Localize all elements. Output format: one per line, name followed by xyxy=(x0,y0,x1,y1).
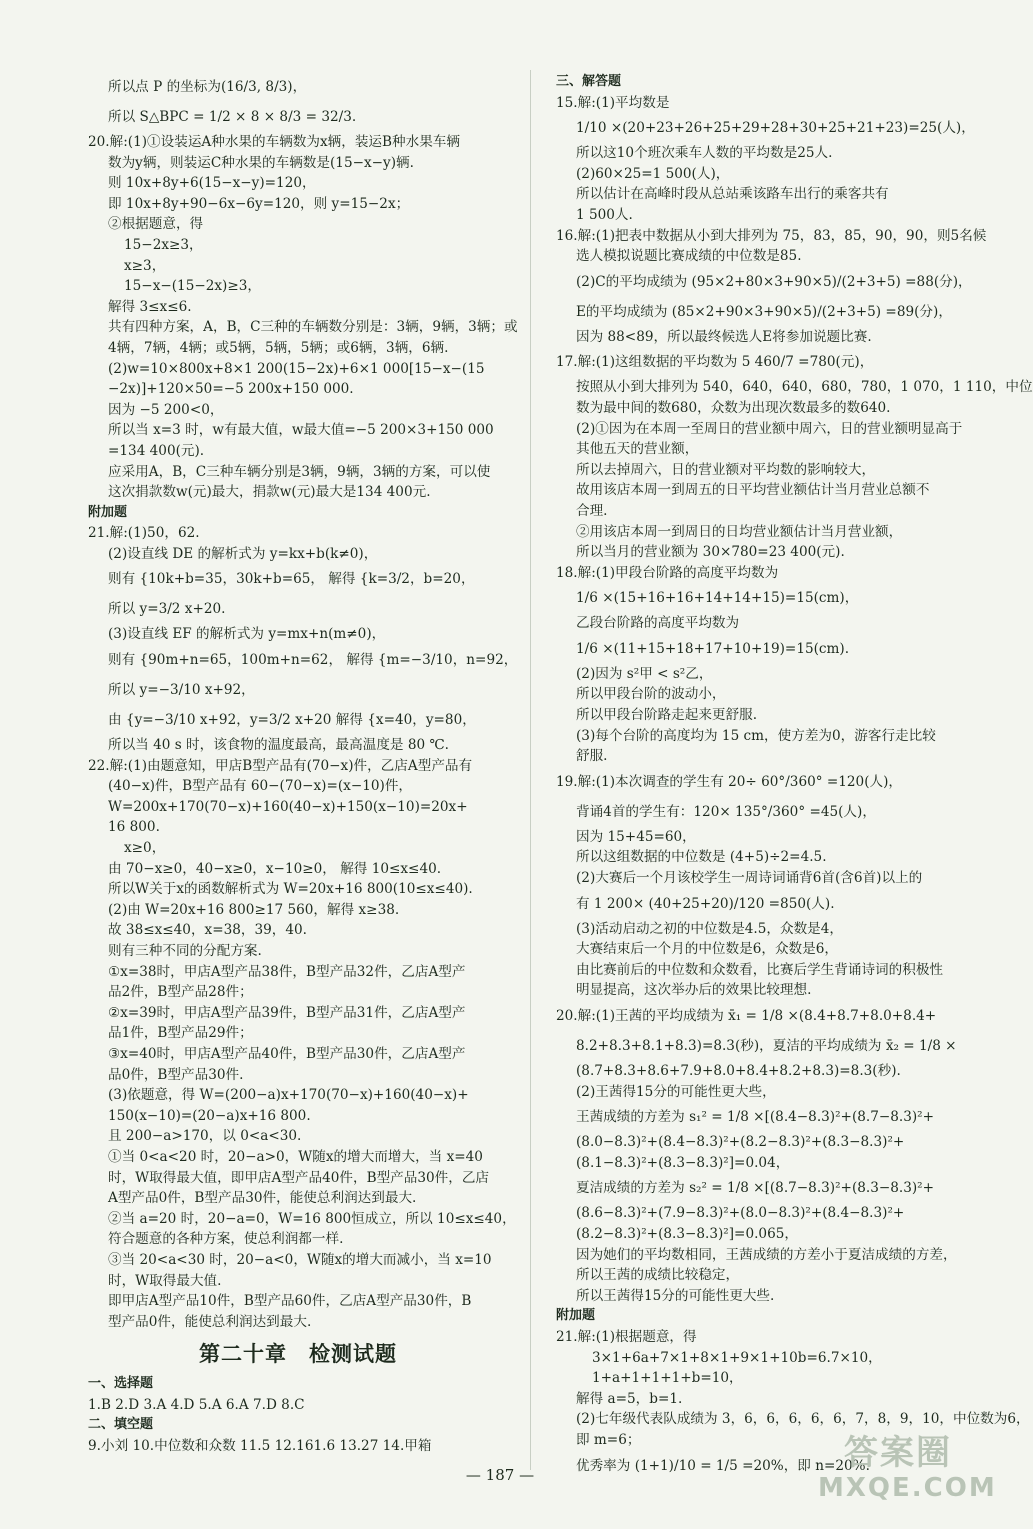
right-text-line: (2)大赛后一个月该校学生一周诗词诵背6首(含6首)以上的 xyxy=(576,870,923,887)
right-text-line: 所以甲段台阶的波动小， xyxy=(576,686,726,703)
left-text-line: 品1件，B型产品29件； xyxy=(108,1025,253,1042)
right-text-line: 背诵4首的学生有：120× 135°/360° =45(人)， xyxy=(576,803,876,820)
left-text-line: 则有 {10k+b=35，30k+b=65， 解得 {k=3/2，b=20， xyxy=(108,571,475,588)
left-text-line: 品0件，B型产品30件. xyxy=(108,1066,244,1083)
right-text-line: 乙段台阶路的高度平均数为 xyxy=(576,615,740,632)
right-text-line: 选人模拟说题比赛成绩的中位数是85. xyxy=(576,248,802,265)
right-text-line: 因为 15+45=60， xyxy=(576,828,696,845)
left-text-line: 则有 {90m+n=65，100m+n=62， 解得 {m=−3/10，n=92， xyxy=(108,652,518,669)
right-text-line: 所以王茜得15分的可能性更大些. xyxy=(576,1287,775,1304)
left-text-line: 解得 3≤x≤6. xyxy=(108,298,192,315)
left-text-line: 所以点 P 的坐标为(16/3, 8/3)， xyxy=(108,79,307,95)
left-text-line: 符合题意的各种方案，使总利润都一样. xyxy=(108,1231,344,1248)
left-text-line: ③x=40时，甲店A型产品40件，B型产品30件，乙店A型产 xyxy=(108,1045,466,1062)
left-text-line: 21.解:(1)50，62. xyxy=(88,525,200,542)
left-text-line: 则有三种不同的分配方案. xyxy=(108,943,262,959)
right-text-line: (2)60×25=1 500(人)， xyxy=(576,165,730,182)
right-text-line: ②用该店本周一到周日的日均营业额估计当月营业额， xyxy=(576,523,903,540)
left-text-line: 22.解:(1)由题意知，甲店B型产品有(70−x)件，乙店A型产品有 xyxy=(88,757,473,774)
left-text-line: A型产品0件，B型产品30件，能使总利润达到最大. xyxy=(108,1190,417,1207)
watermark-logo xyxy=(818,1433,997,1511)
right-text-line: 故用该店本周一到周五的日平均营业额估计当月营业总额不 xyxy=(576,482,930,499)
right-text-line: 即 m=6； xyxy=(576,1431,641,1448)
right-text-line: 明显提高，这次举办后的效果比较理想. xyxy=(576,982,812,999)
right-text-line: 所以这组数据的中位数是 (4+5)÷2=4.5. xyxy=(576,849,827,866)
right-column xyxy=(556,72,1033,1481)
right-text-line: 3×1+6a+7×1+8×1+9×1+10b=6.7×10， xyxy=(592,1349,882,1366)
right-text-line: 1+a+1+1+1+b=10， xyxy=(592,1370,743,1387)
left-text-line: W=200x+170(70−x)+160(40−x)+150(x−10)=20x+ xyxy=(108,798,468,815)
section-fill-answers: 9.小刘 10.中位数和众数 11.5 12.161.6 13.27 14.甲箱 xyxy=(88,1438,432,1455)
right-text-line: 15.解:(1)平均数是 xyxy=(556,94,670,111)
right-text-line: (2)因为 s²甲 < s²乙， xyxy=(576,665,713,682)
right-text-line: 王茜成绩的方差为 s₁² = 1/8 ×[(8.4−8.3)²+(8.7−8.3)²+ xyxy=(576,1109,935,1126)
right-text-line: 解得 a=5，b=1. xyxy=(576,1390,683,1407)
left-text-line: 时，W取得最大值，即甲店A型产品40件，B型产品30件，乙店 xyxy=(108,1169,490,1186)
section-fill-title: 二、填空题 xyxy=(88,1417,154,1433)
left-text-line: =134 400(元). xyxy=(108,442,205,459)
left-text-line: 15−2x≥3， xyxy=(124,236,203,253)
left-text-line: 所以W关于x的函数解析式为 W=20x+16 800(10≤x≤40). xyxy=(108,881,473,898)
section-choice-title: 一、选择题 xyxy=(88,1376,154,1392)
left-text-line: x≥0， xyxy=(124,840,166,857)
left-text-line: 时，W取得最大值. xyxy=(108,1272,222,1289)
right-text-line: 舒服. xyxy=(576,748,608,765)
right-text-line: (2)七年级代表队成绩为 3，6，6，6，6，6，7，8，9，10，中位数为6， xyxy=(576,1411,1030,1428)
right-text-line: (8.2−8.3)²+(8.3−8.3)²]=0.065， xyxy=(576,1225,798,1242)
left-text-line: (3)依题意，得 W=(200−a)x+170(70−x)+160(40−x)+ xyxy=(108,1087,469,1104)
right-text-line: (8.1−8.3)²+(8.3−8.3)²]=0.04， xyxy=(576,1154,790,1171)
right-text-line: 16.解:(1)把表中数据从小到大排列为 75，83，85，90，90，则5名候 xyxy=(556,227,987,244)
left-text-line: 4辆，7辆，4辆；或5辆，5辆，5辆；或6辆，3辆，6辆. xyxy=(108,339,449,356)
right-text-line: 8.2+8.3+8.1+8.3)=8.3(秒)，夏洁的平均成绩为 x̄₂ = 1/8 × xyxy=(576,1038,957,1054)
right-text-line: 由比赛前后的中位数和众数看，比赛后学生背诵诗词的积极性 xyxy=(576,961,944,978)
chapter-title: 第二十章 检测试题 xyxy=(199,1342,397,1367)
left-text-line: (2)设直线 DE 的解析式为 y=kx+b(k≠0)， xyxy=(108,545,378,562)
watermark-bottom: MXQE.COM xyxy=(818,1473,997,1503)
left-text-line: (3)设直线 EF 的解析式为 y=mx+n(m≠0)， xyxy=(108,626,386,643)
section-choice-answers: 1.B 2.D 3.A 4.D 5.A 6.A 7.D 8.C xyxy=(88,1396,305,1413)
left-column xyxy=(88,72,518,1457)
right-text-line: 大赛结束后一个月的中位数是6，众数是6， xyxy=(576,941,838,958)
right-text-line: 所以甲段台阶路走起来更舒服. xyxy=(576,707,758,724)
right-text-line: (2)王茜得15分的可能性更大些， xyxy=(576,1083,776,1100)
right-text-line: (8.6−8.3)²+(7.9−8.3)²+(8.0−8.3)²+(8.4−8.3)²+ xyxy=(576,1205,905,1222)
left-text-line: 即甲店A型产品10件，B型产品60件，乙店A型产品30件，B xyxy=(108,1293,472,1310)
left-text-line: ②x=39时，甲店A型产品39件，B型产品31件，乙店A型产 xyxy=(108,1004,466,1021)
right-text-line: 合理. xyxy=(576,502,608,519)
right-text-line: 1/6 ×(15+16+16+14+14+15)=15(cm)， xyxy=(576,590,859,607)
left-text-line: 16 800. xyxy=(108,819,160,836)
left-text-line: 由 {y=−3/10 x+92，y=3/2 x+20 解得 {x=40，y=80， xyxy=(108,712,476,729)
right-text-line: 所以这10个班次乘车人数的平均数是25人. xyxy=(576,145,833,162)
right-text-line: 按照从小到大排列为 540，640，640，680，780，1 070，1 110，中位 xyxy=(576,379,1033,396)
left-text-line: 150(x−10)=(20−a)x+16 800. xyxy=(108,1107,311,1124)
left-text-line: 所以 y=−3/10 x+92， xyxy=(108,682,255,699)
page-number: — 187 — xyxy=(465,1466,535,1484)
right-text-line: 所以估计在高峰时段从总站乘该路车出行的乘客共有 xyxy=(576,186,889,203)
right-text-line: 19.解:(1)本次调查的学生有 20÷ 60°/360° =120(人)， xyxy=(556,773,902,790)
right-text-line: 附加题 xyxy=(556,1308,596,1324)
left-text-line: x≥3， xyxy=(124,257,166,274)
left-text-line: 这次捐款数w(元)最大，捐款w(元)最大是134 400元. xyxy=(108,484,431,501)
right-text-line: 夏洁成绩的方差为 s₂² = 1/8 ×[(8.7−8.3)²+(8.3−8.3)²+ xyxy=(576,1180,935,1197)
right-text-line: 1/6 ×(11+15+18+17+10+19)=15(cm). xyxy=(576,640,850,657)
left-text-line: 所以当 40 s 时，该食物的温度最高，最高温度是 80 ℃. xyxy=(108,737,449,754)
right-text-line: 其他五天的营业额， xyxy=(576,441,699,458)
right-text-line: 数为最中间的数680，众数为出现次数最多的数640. xyxy=(576,399,891,416)
right-text-line: (3)活动启动之初的中位数是4.5，众数是4， xyxy=(576,920,844,937)
left-text-line: 即 10x+8y+90−6x−6y=120，则 y=15−2x； xyxy=(108,195,410,212)
left-text-line: 故 38≤x≤40，x=38，39，40. xyxy=(108,922,308,939)
left-text-line: 共有四种方案，A，B，C三种的车辆数分别是：3辆，9辆，3辆；或 xyxy=(108,319,518,336)
left-text-line: ③当 20<a<30 时，20−a<0，W随x的增大而减小，当 x=10 xyxy=(108,1251,492,1268)
left-text-line: 15−x−(15−2x)≥3， xyxy=(124,278,261,295)
right-text-line: (2)C的平均成绩为 (95×2+80×3+90×5)/(2+3+5) =88(分)， xyxy=(576,273,972,290)
right-column-text xyxy=(556,72,1033,1481)
right-text-line: (8.0−8.3)²+(8.4−8.3)²+(8.2−8.3)²+(8.3−8.3)²+ xyxy=(576,1134,905,1151)
left-text-line: 数为y辆，则装运C种水果的车辆数是(15−x−y)辆. xyxy=(108,154,414,171)
left-text-line: ②根据题意，得 xyxy=(108,216,204,233)
right-text-line: 1 500人. xyxy=(576,206,633,223)
right-text-line: (3)每个台阶的高度均为 15 cm，使方差为0，游客行走比较 xyxy=(576,727,936,744)
right-text-line: 20.解:(1)王茜的平均成绩为 x̄₁ = 1/8 ×(8.4+8.7+8.0+8.4+ xyxy=(556,1008,937,1024)
right-text-line: 所以当月的营业额为 30×780=23 400(元). xyxy=(576,544,845,561)
left-text-line: 所以 y=3/2 x+20. xyxy=(108,601,226,618)
left-text-line: 因为 −5 200<0， xyxy=(108,401,224,418)
left-text-line: 所以当 x=3 时，w有最大值，w最大值=−5 200×3+150 000 xyxy=(108,422,494,439)
right-text-line: 优秀率为 (1+1)/10 = 1/5 =20%，即 n=20%. xyxy=(576,1457,870,1474)
right-text-line: (2)①因为在本周一至周日的营业额中周六，日的营业额明显高于 xyxy=(576,420,963,437)
left-text-line: 型产品0件，能使总利润达到最大. xyxy=(108,1313,312,1330)
right-text-line: 三、解答题 xyxy=(556,74,622,89)
left-text-line: (2)w=10×800x+8×1 200(15−2x)+6×1 000[15−x−(15 xyxy=(108,360,485,377)
left-text-line: 由 70−x≥0，40−x≥0，x−10≥0， 解得 10≤x≤40. xyxy=(108,860,442,877)
right-text-line: (8.7+8.3+8.6+7.9+8.0+8.4+8.2+8.3)=8.3(秒). xyxy=(576,1063,901,1079)
right-text-line: 因为她们的平均数相同，王茜成绩的方差小于夏洁成绩的方差， xyxy=(576,1246,957,1263)
right-text-line: 1/10 ×(20+23+26+25+29+28+30+25+21+23)=25(人)， xyxy=(576,120,975,137)
left-text-line: 则 10x+8y+6(15−x−y)=120， xyxy=(108,175,316,192)
left-text-line: ②当 a=20 时，20−a=0，W=16 800恒成立，所以 10≤x≤40， xyxy=(108,1210,516,1227)
right-text-line: 有 1 200× (40+25+20)/120 =850(人). xyxy=(576,895,835,912)
left-text-line: (2)由 W=20x+16 800≥17 560，解得 x≥38. xyxy=(108,901,400,918)
left-column-text xyxy=(88,72,518,1332)
right-text-line: 所以王茜的成绩比较稳定， xyxy=(576,1267,740,1284)
right-text-line: 18.解:(1)甲段台阶路的高度平均数为 xyxy=(556,564,779,581)
left-text-line: (40−x)件，B型产品有 60−(70−x)=(x−10)件， xyxy=(108,778,413,795)
right-text-line: 所以去掉周六，日的营业额对平均数的影响较大， xyxy=(576,461,876,478)
left-text-line: 20.解:(1)①设装运A种水果的车辆数为x辆，装运B种水果车辆 xyxy=(88,134,460,150)
left-text-line: ①当 0<a<20 时，20−a>0，W随x的增大而增大，当 x=40 xyxy=(108,1148,483,1165)
watermark-top: 答案圈 xyxy=(844,1433,952,1473)
left-text-line: 所以 S△BPC = 1/2 × 8 × 8/3 = 32/3. xyxy=(108,109,357,125)
left-text-line: −2x)]+120×50=−5 200x+150 000. xyxy=(108,381,354,398)
left-text-line: 品2件，B型产品28件； xyxy=(108,984,253,1001)
left-text-line: 应采用A，B，C三种车辆分别是3辆，9辆，3辆的方案，可以使 xyxy=(108,463,491,480)
right-text-line: 因为 88<89，所以最终候选人E将参加说题比赛. xyxy=(576,328,872,345)
left-text-line: ①x=38时，甲店A型产品38件，B型产品32件，乙店A型产 xyxy=(108,963,466,980)
right-text-line: 21.解:(1)根据题意，得 xyxy=(556,1328,697,1345)
column-divider xyxy=(530,70,531,1470)
right-text-line: 17.解:(1)这组数据的平均数为 5 460/7 =780(元)， xyxy=(556,354,874,371)
right-text-line: E的平均成绩为 (85×2+90×3+90×5)/(2+3+5) =89(分)， xyxy=(576,303,952,320)
left-text-line: 且 200−a>170，以 0<a<30. xyxy=(108,1128,302,1145)
left-text-line: 附加题 xyxy=(88,504,128,520)
